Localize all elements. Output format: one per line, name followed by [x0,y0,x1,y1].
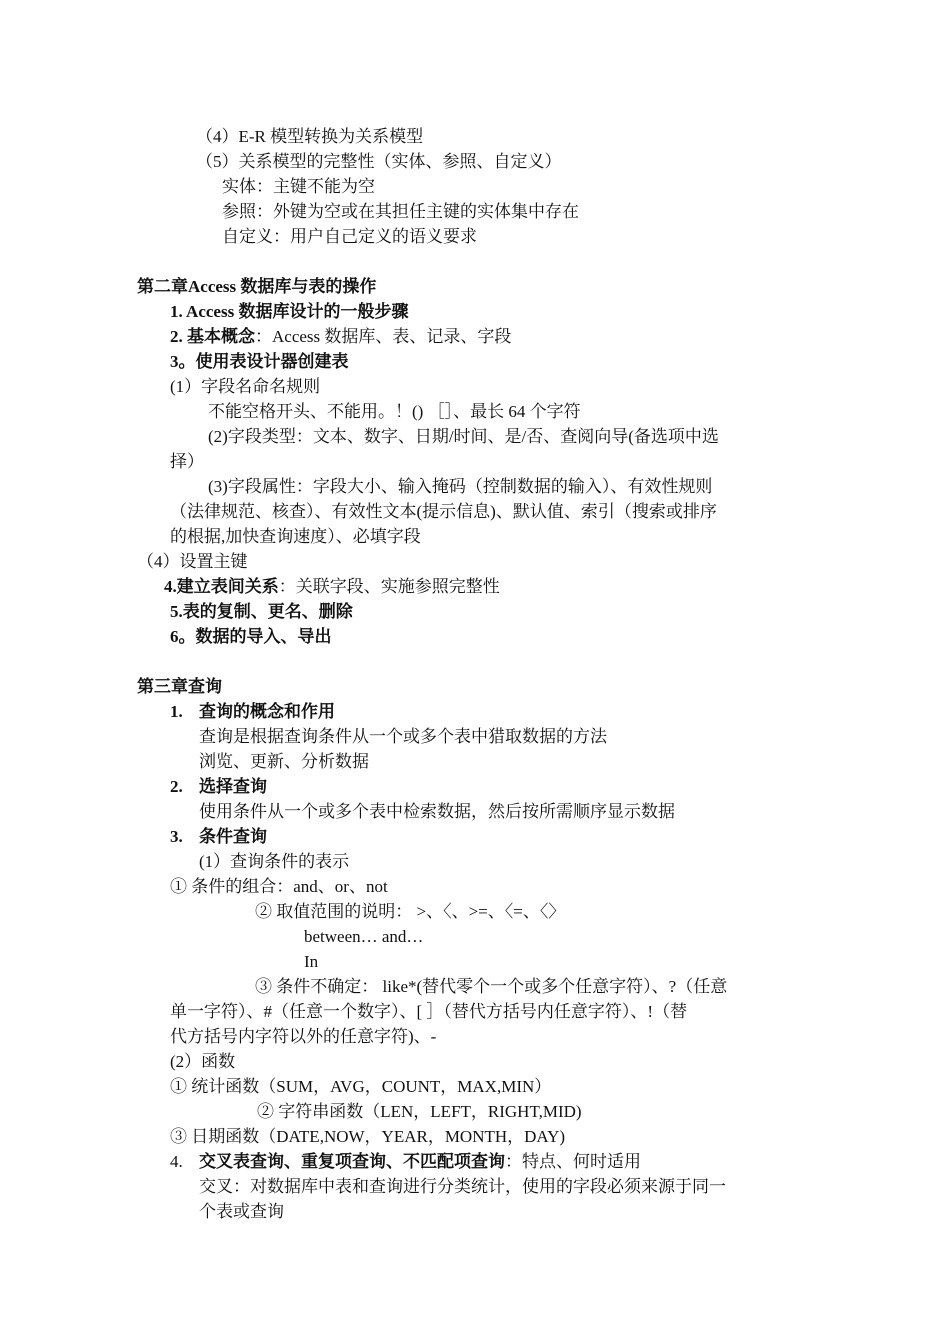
ch3-condition-in: In [304,952,319,971]
ch1-item-4: （4）E-R 模型转换为关系模型 [196,127,424,146]
ch1-entity: 实体：主键不能为空 [222,177,375,196]
ch2-section-4-label: 4.建立表间关系 [164,577,279,596]
ch3-condition-uncertain-line3: 代方括号内字符以外的任意字符)、- [170,1027,437,1046]
ch3-section-4-title: 交叉表查询、重复项查询、不匹配项查询 [199,1152,505,1171]
ch3-section-2 [170,774,267,799]
ch2-point-3-line1: (3)字段属性：字段大小、输入掩码（控制数据的输入）、有效性规则 [208,477,713,496]
ch3-function-string: ② 字符串函数（LEN，LEFT，RIGHT,MID) [257,1102,582,1121]
ch3-section-3-point-1: (1）查询条件的表示 [199,852,350,871]
ch3-condition-uncertain-line1: ③ 条件不确定： like*(替代零个一个或多个任意字符）、?（任意 [255,977,728,996]
ch2-point-3-line2: （法律规范、核查）、有效性文本(提示信息)、默认值、索引（搜索或排序 [170,502,717,521]
ch2-point-1-text: 不能空格开头、不能用。！() ［］、最长 64 个字符 [208,402,581,421]
ch3-section-4-text: ：特点、何时适用 [505,1152,641,1171]
ch3-section-4-desc1: 交叉：对数据库中表和查询进行分类统计，使用的字段必须来源于同一 [199,1177,726,1196]
ch3-condition-between: between… and… [304,927,424,946]
ch2-section-1: 1. Access 数据库设计的一般步骤 [170,302,409,321]
ch3-section-4-number: 4. [170,1152,183,1171]
ch3-condition-range: ② 取值范围的说明： >、〈、>=、〈=、〈〉 [255,902,566,921]
ch2-point-2-line1: (2)字段类型：文本、数字、日期/时间、是/否、查阅向导(备选项中选 [208,427,719,446]
ch3-section-4 [170,1149,641,1174]
ch3-section-3-title: 条件查询 [199,827,267,846]
ch3-section-3-number: 3. [170,827,183,846]
ch3-section-1-number: 1. [170,702,183,721]
ch2-section-2-text: ：Access 数据库、表、记录、字段 [255,327,512,346]
chapter2-heading: 第二章Access 数据库与表的操作 [137,277,377,296]
ch2-point-3-line3: 的根据,加快查询速度）、必填字段 [170,527,421,546]
ch3-section-1-text2: 浏览、更新、分析数据 [199,752,369,771]
chapter3-heading: 第三章查询 [137,677,222,696]
ch3-section-1-title: 查询的概念和作用 [199,702,335,721]
ch3-functions: (2）函数 [170,1052,236,1071]
ch2-point-2-line2: 择） [170,452,204,471]
ch2-section-2-label: 2. 基本概念 [170,327,255,346]
ch1-item-5: （5）关系模型的完整性（实体、参照、自定义） [196,152,562,171]
ch3-section-3 [170,824,267,849]
ch2-section-4 [164,574,500,599]
ch3-condition-uncertain-line2: 单一字符）、#（任意一个数字）、[ ］（替代方括号内任意字符）、!（替 [170,1002,688,1021]
ch1-custom: 自定义：用户自己定义的语义要求 [222,227,477,246]
ch2-section-6: 6。数据的导入、导出 [170,627,332,646]
ch2-point-4: （4）设置主键 [137,552,248,571]
ch2-section-4-text: ：关联字段、实施参照完整性 [278,577,500,596]
ch3-section-1 [170,699,335,724]
ch2-section-5: 5.表的复制、更名、删除 [170,602,353,621]
ch3-section-1-text1: 查询是根据查询条件从一个或多个表中猎取数据的方法 [199,727,607,746]
ch3-function-stats: ① 统计函数（SUM，AVG，COUNT，MAX,MIN） [170,1077,552,1096]
ch3-section-4-desc2: 个表或查询 [199,1202,284,1221]
ch2-point-1: (1）字段名命名规则 [170,377,321,396]
ch2-section-2 [170,324,511,349]
ch1-reference: 参照：外键为空或在其担任主键的实体集中存在 [222,202,579,221]
ch2-section-3: 3。使用表设计器创建表 [170,352,349,371]
ch3-function-date: ③ 日期函数（DATE,NOW，YEAR，MONTH，DAY) [170,1127,566,1146]
ch3-section-2-number: 2. [170,777,183,796]
ch3-section-2-title: 选择查询 [199,777,267,796]
ch3-condition-combination: ① 条件的组合：and、or、not [170,877,388,896]
ch3-section-2-text: 使用条件从一个或多个表中检索数据，然后按所需顺序显示数据 [199,802,675,821]
